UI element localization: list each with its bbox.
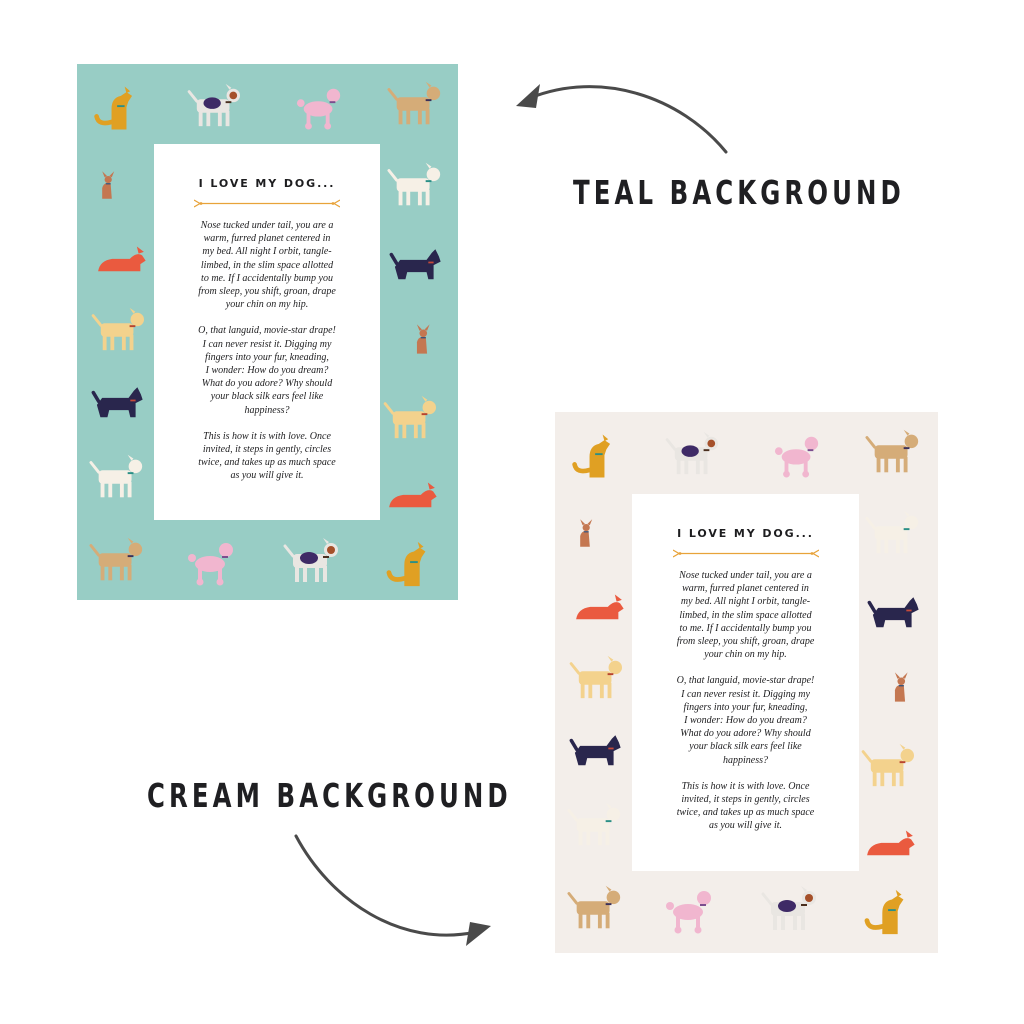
- poem-panel: [154, 144, 380, 520]
- poem-paragraph-1: Nose tucked under tail, you are a warm, furred planet centered in my bed. All night I orbit, tangle- limbed, in the slim space allotted to me. If I accidentally bump you from sleep, you shift, groan, drape your chin on my hip.: [198, 220, 336, 311]
- dog-illustration-icon: [89, 236, 153, 280]
- poem-title: I LOVE MY DOG...: [677, 527, 814, 540]
- dog-illustration-icon: [881, 662, 919, 712]
- dog-illustration-icon: [89, 306, 151, 354]
- poem-panel: [632, 494, 859, 871]
- dog-illustration-icon: [89, 534, 147, 586]
- dog-illustration-icon: [185, 82, 247, 130]
- ornament-divider-icon: [194, 199, 340, 208]
- dog-illustration-icon: [89, 382, 147, 426]
- dog-illustration-icon: [181, 536, 243, 586]
- dog-illustration-icon: [89, 452, 147, 502]
- dog-illustration-icon: [659, 884, 721, 934]
- dog-illustration-icon: [567, 882, 625, 934]
- poem-paragraph-3: This is how it is with love. Once invited, it steps in gently, circles twice, and takes up as much space as you will give it.: [676, 780, 815, 832]
- curved-arrow-icon: [516, 84, 726, 152]
- dog-illustration-icon: [289, 82, 351, 130]
- dog-illustration-icon: [859, 742, 921, 790]
- dog-illustration-icon: [567, 584, 631, 628]
- dog-illustration-icon: [767, 430, 829, 478]
- poem-paragraph-1: Nose tucked under tail, you are a warm, furred planet centered in my bed. All night I orbit, tangle- limbed, in the slim space allotted to me. If I accidentally bump you from sleep, you shift, groan, drape your chin on my hip.: [676, 570, 815, 661]
- teal-background-label: TEAL BACKGROUND: [573, 173, 905, 212]
- poem-paragraph-3: This is how it is with love. Once invited, it steps in gently, circles twice, and takes up as much space as you will give it.: [198, 430, 336, 482]
- dog-illustration-icon: [865, 426, 923, 478]
- dog-illustration-icon: [381, 472, 443, 516]
- dog-illustration-icon: [567, 508, 603, 558]
- dog-illustration-icon: [759, 884, 823, 934]
- cream-poster: [555, 412, 938, 953]
- dog-illustration-icon: [567, 654, 629, 702]
- cream-background-label: CREAM BACKGROUND: [147, 776, 512, 815]
- dog-illustration-icon: [569, 432, 625, 480]
- dog-illustration-icon: [387, 244, 445, 288]
- dog-illustration-icon: [281, 536, 345, 586]
- dog-illustration-icon: [861, 888, 919, 936]
- dog-illustration-icon: [387, 78, 445, 130]
- dog-illustration-icon: [383, 540, 441, 588]
- dog-illustration-icon: [859, 820, 921, 864]
- dog-illustration-icon: [865, 508, 923, 558]
- dog-illustration-icon: [403, 314, 441, 364]
- dog-illustration-icon: [387, 160, 445, 210]
- poem-paragraph-2: O, that languid, movie-star drape! I can never resist it. Digging my fingers into your fur, kneading, I wonder: How do you dream? What do you adore? Why should your black silk ears feel like happiness?: [676, 675, 815, 766]
- dog-illustration-icon: [567, 730, 625, 774]
- dog-illustration-icon: [381, 394, 443, 442]
- dog-illustration-icon: [91, 84, 147, 132]
- dog-illustration-icon: [663, 430, 725, 478]
- poem-paragraph-2: O, that languid, movie-star drape! I can never resist it. Digging my fingers into your fur, kneading, I wonder: How do you dream? What do you adore? Why should your black silk ears feel like happiness?: [198, 325, 336, 416]
- dog-illustration-icon: [865, 592, 923, 636]
- dog-illustration-icon: [567, 800, 625, 850]
- curved-arrow-icon: [296, 836, 491, 946]
- teal-poster: [77, 64, 458, 600]
- ornament-divider-icon: [673, 549, 819, 558]
- poem-title: I LOVE MY DOG...: [198, 177, 336, 190]
- dog-illustration-icon: [89, 160, 125, 210]
